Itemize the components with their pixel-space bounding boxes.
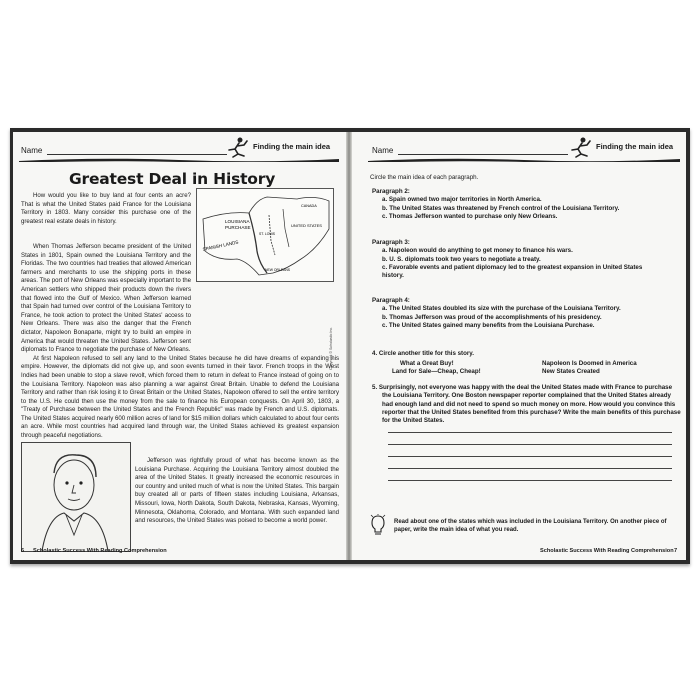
option-3a[interactable]: a. Napoleon would do anything to get money to finance his wars.	[382, 247, 573, 255]
question-5: 5. Surprisingly, not everyone was happy with the deal the United States made with France to purchase the Louisiana Territory. One Boston newspaper reporter complained that the United States already had enough land and did not need to spend so much money on more. How would you convince this reporter that the United States benefited from this purchase? Write the main benefits of this purchase for the United States.	[372, 384, 681, 425]
question-paragraph-3	[372, 239, 672, 280]
name-line	[47, 154, 227, 155]
paragraph-1: How would you like to buy land at four cents an acre? That is what the United States paid France for the Louisiana Territory in 1803. Many consider this purchase one of the greatest real estate deals in history.	[21, 192, 191, 225]
instruction-text: Circle the main idea of each paragraph.	[370, 174, 479, 181]
article-body	[21, 243, 339, 441]
header-swoosh	[368, 156, 680, 162]
page-title: Greatest Deal in History	[69, 170, 276, 188]
option-3b[interactable]: b. U. S. diplomats took two years to negotiate a treaty.	[382, 255, 541, 263]
name-label	[21, 146, 42, 155]
option-4a[interactable]: a. The United States doubled its size with the purchase of the Louisiana Territory.	[382, 305, 621, 313]
map-label-purchase: PURCHASE	[225, 225, 251, 230]
tip-text: Read about one of the states which was included in the Louisiana Territory. On another piece of paper, write the main idea of what you read.	[394, 519, 667, 534]
question-4-label: 4. Circle another title for this story.	[372, 350, 474, 357]
map-label-st-louis: ST. LOUIS	[259, 232, 276, 236]
map-label-spanish-lands: SPANISH LANDS	[202, 239, 239, 252]
skill-tag: Finding the main idea	[253, 142, 331, 151]
name-label-text: Name	[21, 146, 43, 155]
title-option-4[interactable]: New States Created	[542, 368, 600, 375]
title-option-1[interactable]: What a Great Buy!	[400, 360, 454, 367]
runner-icon	[225, 136, 251, 158]
intro-paragraph	[21, 192, 191, 226]
title-option-2[interactable]: Napoleon Is Doomed in America	[542, 360, 637, 367]
page-number: 6	[21, 548, 25, 554]
lightbulb-icon	[370, 514, 386, 536]
name-label	[372, 146, 393, 155]
jefferson-drawing	[22, 443, 130, 551]
name-line	[398, 154, 568, 155]
runner-icon	[568, 136, 594, 158]
map-label-louisiana: LOUISIANA	[225, 219, 250, 224]
paragraph-4: Jefferson was rightfully proud of what has become known as the Louisiana Purchase. Acquiring the Louisiana Territory almost doubled the area of the United States. It greatly increased the economic resources in our country and united much of what is now the United States. This bargain buy created all or parts of fifteen states including Louisiana, Arkansas, Missouri, Iowa, North Dakota, South Dakota, Nebraska, Kansas, Wyoming, Minnesota, Oklahoma, Colorado, and Montana. With such expanded land and resources, the United States was poised to become a world power.	[135, 457, 339, 525]
option-3c[interactable]: c. Favorable events and patient diplomacy led to the greatest expansion in United States history.	[382, 263, 643, 280]
closing-body	[135, 457, 339, 526]
map-label-united-states: UNITED STATES	[291, 223, 322, 228]
paragraph-3: At first Napoleon refused to sell any land to the United States because he did have dreams of expanding his empire. However, the diplomats did not give up, and soon events turned in their favor. French troops in the West Indies had been unable to stop a slave revolt, which forced them to return in defeat to France instead of going on to the Louisiana Territory. Napoleon was also planning a war against Great Britain. Unable to defend the Louisiana Territory and rather than risk losing it to Great Britain or the United States, Napoleon offered to sell the entire territory to the U.S. He could then use the money from the sale to finance his European conquests. On April 30, 1803, a "Treaty of Purchase between the United States and the French Republic" was made by French and U.S. diplomats. The United States acquired nearly 600 million acres of land for $15 million dollars which calculated to about four cents an acre. While most countries had acquired land through war, the United States achieved its greatest expansion through peaceful negotiations.	[21, 354, 339, 440]
option-2a[interactable]: a. Spain owned two major territories in North America.	[382, 196, 542, 204]
header-swoosh	[19, 156, 339, 162]
option-4c[interactable]: c. The United States gained many benefits from the Louisiana Purchase.	[382, 321, 595, 329]
answer-line-5[interactable]	[388, 480, 672, 481]
page-number: 7	[674, 548, 678, 554]
map-label-new-orleans: NEW ORLEANS	[265, 268, 291, 272]
right-page	[352, 132, 686, 560]
question-paragraph-4	[372, 297, 672, 330]
copyright-text: Copyright © Scholastic Inc.	[329, 326, 333, 370]
answer-line-3[interactable]	[388, 456, 672, 457]
footer-text: Scholastic Success With Reading Comprehension	[540, 548, 674, 554]
answer-line-1[interactable]	[388, 432, 672, 433]
title-option-3[interactable]: Land for Sale—Cheap, Cheap!	[392, 368, 481, 375]
option-2c[interactable]: c. Thomas Jefferson wanted to purchase only New Orleans.	[382, 212, 558, 220]
paragraph-2: When Thomas Jefferson became president of the United States in 1801, Spain owned the Louisiana Territory and the Floridas. The two countries had treaties that allowed American farmers and merchants to use the shipping ports in these areas. The port of New Orleans was especially important to the American settlers who shipped their products down the rivers that flowed into the Gulf of Mexico. When Jefferson learned that Spain had turned over control of the Louisiana Territory to France, he took action to protect the United States' access to New Orleans. There was also the danger that the French dictator, Napoleon Bonaparte, might try to build an empire in America that would threaten the United States. Jefferson sent diplomats to France to negotiate the purchase of New Orleans.	[21, 243, 191, 354]
question-4	[372, 350, 672, 358]
answer-line-2[interactable]	[388, 444, 672, 445]
question-paragraph-2	[372, 188, 672, 221]
map-label-canada: CANADA	[301, 204, 317, 208]
left-page	[13, 132, 346, 560]
name-label-text: Name	[372, 146, 394, 155]
question-heading: Paragraph 2:	[372, 188, 410, 195]
jefferson-portrait	[21, 442, 131, 552]
skill-tag: Finding the main idea	[596, 142, 674, 151]
option-4b[interactable]: b. Thomas Jefferson was proud of the accomplishments of his presidency.	[382, 313, 602, 321]
question-heading: Paragraph 3:	[372, 239, 410, 246]
answer-line-4[interactable]	[388, 468, 672, 469]
question-heading: Paragraph 4:	[372, 297, 410, 304]
option-2b[interactable]: b. The United States was threatened by French control of the Louisiana Territory.	[382, 204, 620, 212]
footer-text: Scholastic Success With Reading Comprehension	[33, 548, 167, 554]
